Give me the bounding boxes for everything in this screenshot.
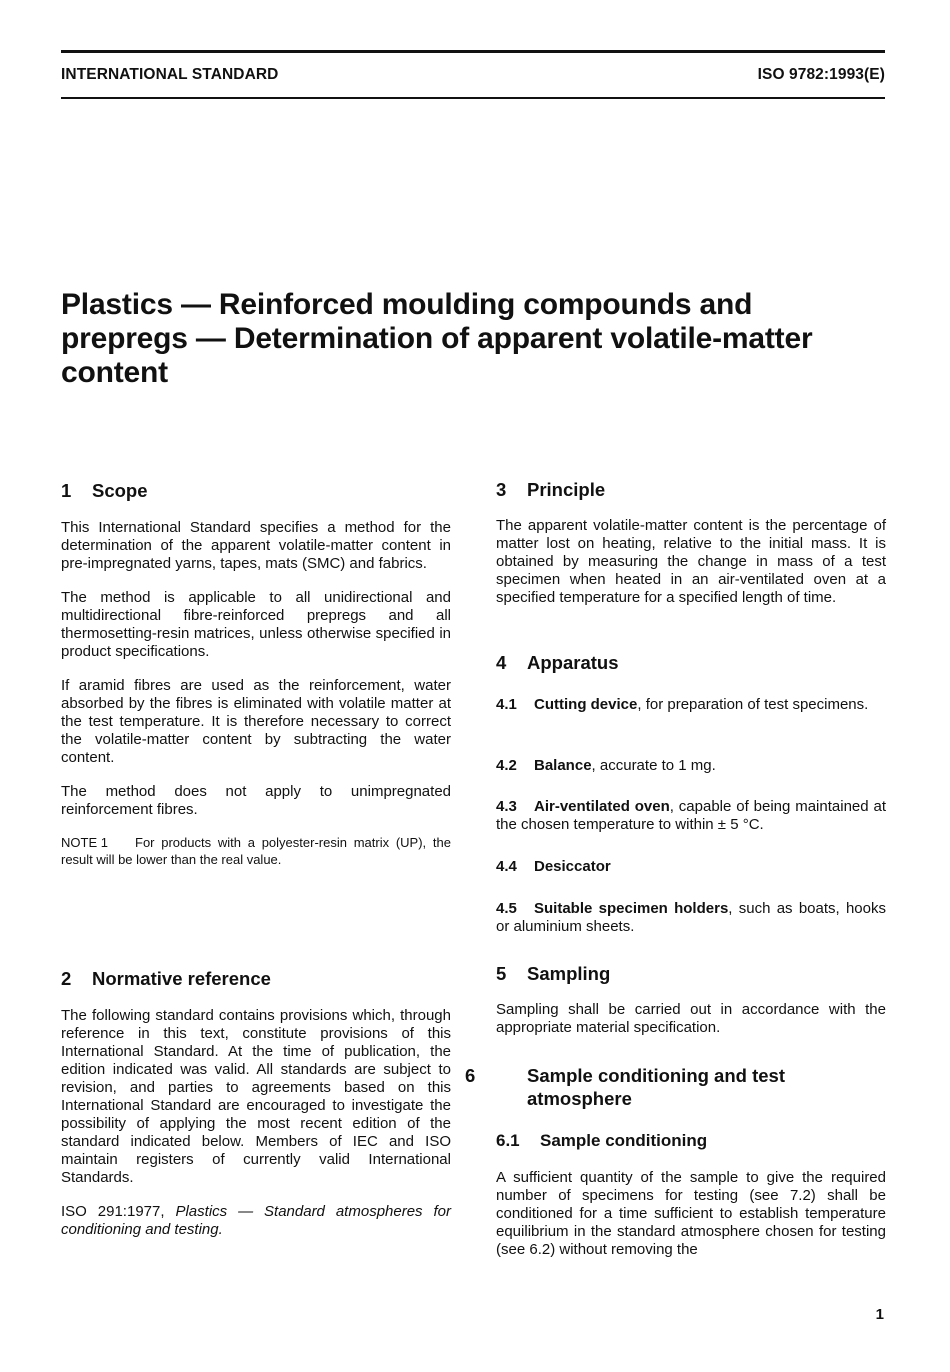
scope-paragraph-1: This International Standard specifies a method for the determination of the apparent volatile-matter content in pre-impregnated yarns, tapes, mats (SMC) and fabrics.	[61, 519, 451, 572]
section-2	[61, 967, 451, 1239]
scope-paragraph-4: The method does not apply to unimpregnated reinforcement fibres.	[61, 783, 451, 818]
section-5-heading: 5 Sampling	[496, 963, 611, 984]
document-title: Plastics — Reinforced moulding compounds and prepregs — Determination of apparent volatile-matter content	[61, 288, 813, 389]
section-5	[496, 962, 886, 1037]
header-rule-top	[61, 50, 885, 53]
scope-paragraph-2: The method is applicable to all unidirectional and multidirectional fibre-reinforced prepregs and all thermosetting-resin matrices, unless otherwise specified in product specifications.	[61, 589, 451, 660]
note-label: NOTE 1	[61, 835, 108, 850]
section-6	[465, 1064, 886, 1259]
principle-paragraph: The apparent volatile-matter content is the percentage of matter lost on heating, relative to the initial mass. It is obtained by measuring the change in mass of a test specimen when heated in an air-ventilated oven at a specified temperature for a specified length of time.	[496, 517, 886, 606]
section-3-heading: 3 Principle	[496, 479, 606, 500]
section-4-heading: 4 Apparatus	[496, 652, 619, 673]
note-text: For products with a polyester-resin matrix (UP), the result will be lower than the real value.	[61, 835, 451, 867]
conditioning-paragraph: A sufficient quantity of the sample to give the required number of specimens for testing (see 7.2) shall be conditioned for a time sufficient to establish temperature equilibrium in the standard atmosphere chosen for testing (see 6.2) without removing the	[496, 1169, 886, 1258]
apparatus-item: 4.1 Cutting device, for preparation of test specimens.	[496, 696, 869, 713]
section-1-heading: 1 Scope	[61, 480, 148, 501]
scope-note	[61, 834, 451, 868]
section-6-1-heading: 6.1 Sample conditioning	[496, 1131, 708, 1150]
sampling-paragraph: Sampling shall be carried out in accordance with the appropriate material specification.	[496, 1001, 886, 1036]
header-rule-bottom	[61, 97, 885, 99]
apparatus-item: 4.5 Suitable specimen holders, such as boats, hooks or aluminium sheets.	[496, 900, 886, 935]
normative-reference-entry: ISO 291:1977, Plastics — Standard atmospheres for conditioning and testing.	[61, 1203, 451, 1238]
section-4	[496, 651, 886, 674]
section-6-heading: 6 Sample conditioning and test atmosphere	[465, 1065, 785, 1109]
header-doc-type: INTERNATIONAL STANDARD	[61, 66, 279, 83]
apparatus-item: 4.3 Air-ventilated oven, capable of being maintained at the chosen temperature to within ± 5 °C.	[496, 798, 886, 833]
normative-paragraph: The following standard contains provisions which, through reference in this text, constitute provisions of this International Standard. At the time of publication, the edition indicated was valid. All standards are subject to revision, and parties to agreements based on this International Standard are encouraged to investigate the possibility of applying the most recent edition of the standard indicated below. Members of IEC and ISO maintain registers of currently valid International Standards.	[61, 1007, 451, 1186]
apparatus-item: 4.2 Balance, accurate to 1 mg.	[496, 757, 716, 774]
header-doc-number: ISO 9782:1993(E)	[757, 66, 885, 83]
page-number: 1	[875, 1306, 884, 1323]
section-2-heading: 2 Normative reference	[61, 968, 271, 989]
apparatus-item: 4.4 Desiccator	[496, 858, 611, 875]
section-3	[496, 478, 886, 607]
section-1	[61, 479, 451, 868]
scope-paragraph-3: If aramid fibres are used as the reinforcement, water absorbed by the fibres is eliminated with volatile matter at the test temperature. It is therefore necessary to correct the volatile-matter content by subtracting the water content.	[61, 677, 451, 766]
